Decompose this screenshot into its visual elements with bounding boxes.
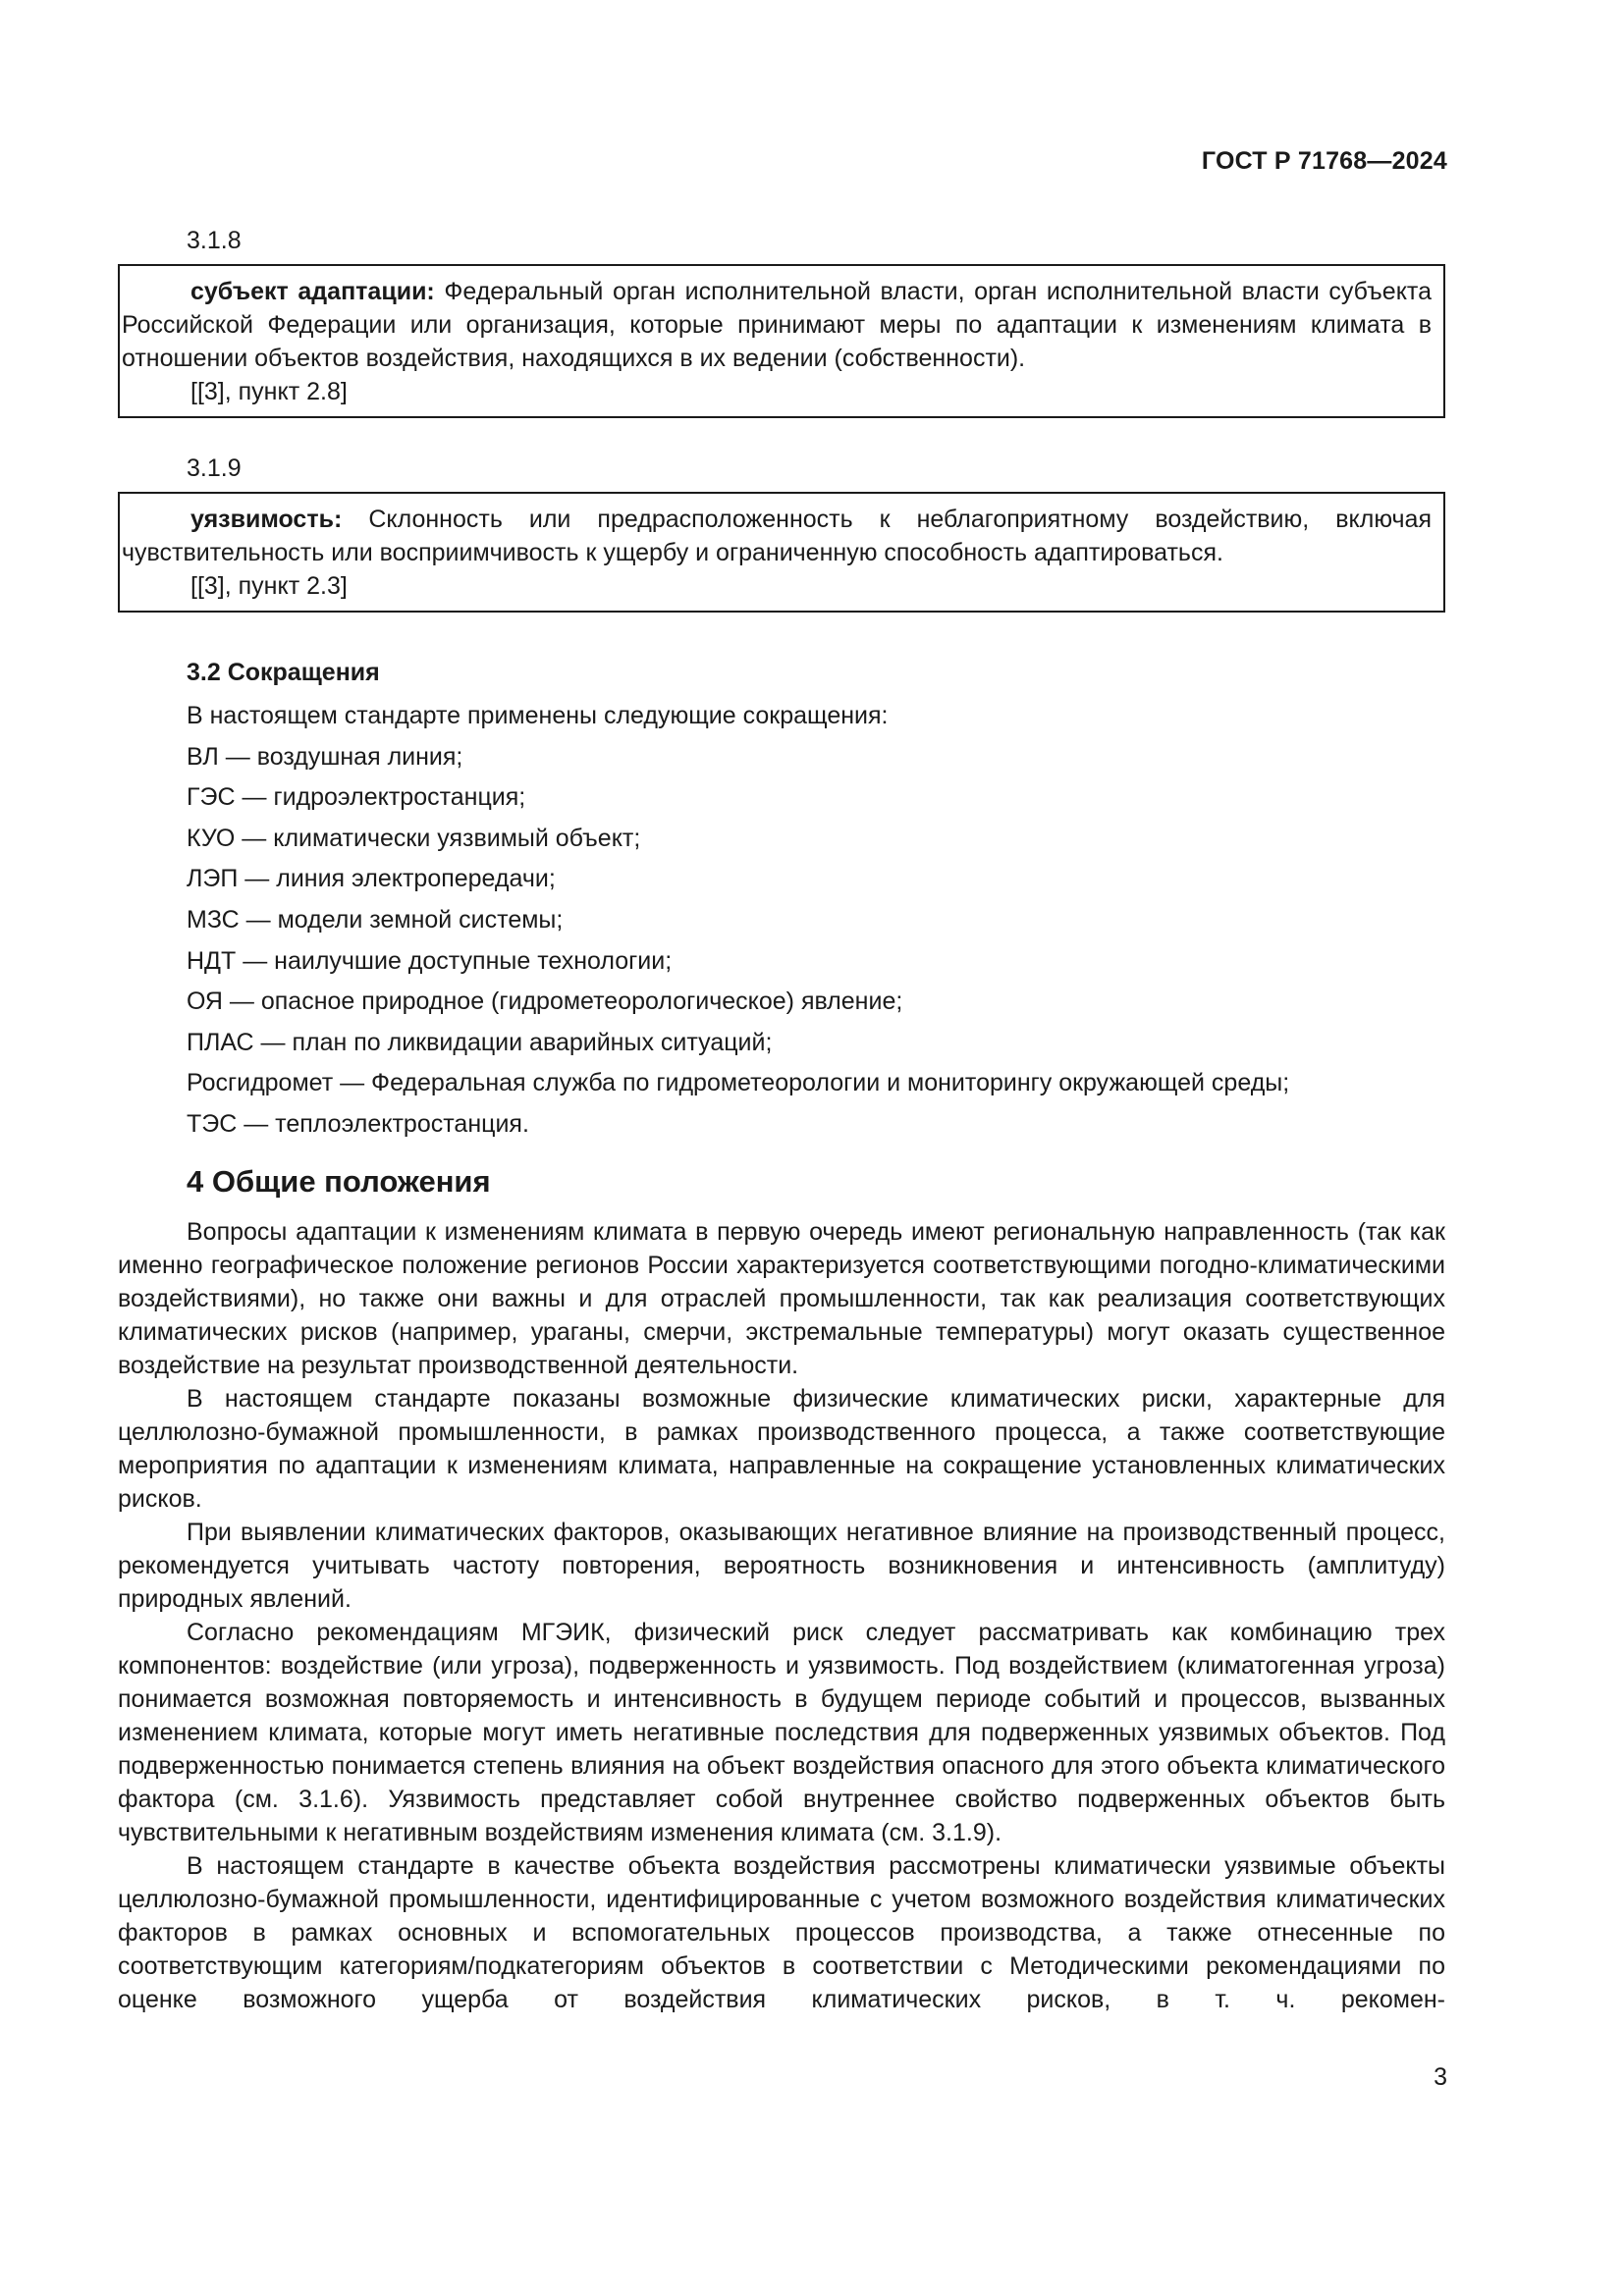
page-number: 3 — [1434, 2063, 1447, 2091]
abbreviation-item: ОЯ — опасное природное (гидрометеорологическое) явление; — [187, 988, 903, 1016]
abbreviation-item: ГЭС — гидроэлектростанция; — [187, 783, 526, 812]
abbreviation-item: Росгидромет — Федеральная служба по гидрометеорологии и мониторингу окружающей среды; — [187, 1069, 1290, 1097]
term-definition: Склонность или предрасположенность к неблагоприятному воздействию, включая чувствительность или восприимчивость к ущербу и ограниченную способность адаптироваться. — [122, 506, 1432, 566]
term-source: [[3], пункт 2.3] — [190, 572, 348, 600]
term-name: уязвимость: — [190, 506, 343, 533]
body-paragraph: Согласно рекомендациям МГЭИК, физический риск следует рассматривать как комбинацию трех компонентов: воздействие (или угроза), подверженность и уязвимость. Под воздействием (климатогенная угроза) понимается возможная повторяемость и интенсивность в будущем периоде событий и процессов, вызванных изменением климата, которые могут иметь негативные последствия для подверженных уязвимых объектов. Под подверженностью понимается степень влияния на объект воздействия опасного для этого объекта климатического фактора (см. 3.1.6). Уязвимость представляет собой внутреннее свойство подверженных объектов быть чувствительными к негативным воздействиям изменения климата (см. 3.1.9). — [118, 1618, 1445, 1846]
term-definition-text — [122, 503, 1432, 569]
term-name: субъект адаптации: — [190, 278, 435, 305]
abbreviation-item: ЛЭП — линия электропередачи; — [187, 865, 556, 893]
term-definition: Федеральный орган исполнительной власти, орган исполнительной власти субъекта Российской Федерации или организация, которые принимают меры по адаптации к изменениям климата в отношении объектов воздействия, находящихся в их ведении (собственности). — [122, 278, 1432, 372]
term-definition-box — [118, 492, 1445, 613]
body-paragraph: Вопросы адаптации к изменениям климата в первую очередь имеют региональную направленность (так как именно географическое положение регионов России характеризуется соответствующими погодно-климатическими воздействиями), но также они важны и для отраслей промышленности, так как реализация соответствующих климатических рисков (например, ураганы, смерчи, экстремальные температуры) могут оказать существенное воздействие на результат производственной деятельности. — [118, 1217, 1445, 1379]
abbreviation-item: НДТ — наилучшие доступные технологии; — [187, 946, 673, 975]
term-number: 3.1.9 — [187, 454, 242, 482]
abbreviation-item: МЗС — модели земной системы; — [187, 905, 564, 934]
abbreviation-intro: В настоящем стандарте применены следующие сокращения: — [187, 702, 889, 729]
page-content — [118, 224, 1445, 2016]
abbreviation-item: ВЛ — воздушная линия; — [187, 742, 463, 771]
section-heading: 3.2 Сокращения — [187, 659, 380, 686]
body-paragraph: При выявлении климатических факторов, оказывающих негативное влияние на производственный процесс, рекомендуется учитывать частоту повторения, вероятность возникновения и интенсивность (амплитуду) природных явлений. — [118, 1518, 1445, 1613]
term-definition-text — [122, 275, 1432, 375]
term-source: [[3], пункт 2.8] — [190, 378, 348, 405]
term-number: 3.1.8 — [187, 227, 242, 254]
term-definition-box — [118, 264, 1445, 418]
abbreviation-item: КУО — климатически уязвимый объект; — [187, 824, 641, 852]
body-paragraph: В настоящем стандарте в качестве объекта воздействия рассмотрены климатически уязвимые объекты целлюлозно-бумажной промышленности, идентифицированные с учетом возможного воздействия климатических факторов в рамках основных и вспомогательных процессов производства, а также отнесенные по соответствующим категориям/подкатегориям объектов в соответствии с Методическими рекомендациями по оценке возможного ущерба от воздействия климатических рисков, в т. ч. рекомен- — [118, 1851, 1445, 2013]
section-heading: 4 Общие положения — [187, 1163, 491, 1199]
abbreviation-item: ТЭС — теплоэлектростанция. — [187, 1109, 529, 1138]
abbreviation-item: ПЛАС — план по ликвидации аварийных ситуаций; — [187, 1028, 773, 1056]
document-header-id: ГОСТ Р 71768—2024 — [1201, 147, 1447, 175]
body-paragraph: В настоящем стандарте показаны возможные физические климатических риски, характерные для целлюлозно-бумажной промышленности, в рамках производственного процесса, а также соответствующие мероприятия по адаптации к изменениям климата, направленные на сокращение установленных климатических рисков. — [118, 1384, 1445, 1513]
abbreviation-list — [118, 699, 1445, 1141]
